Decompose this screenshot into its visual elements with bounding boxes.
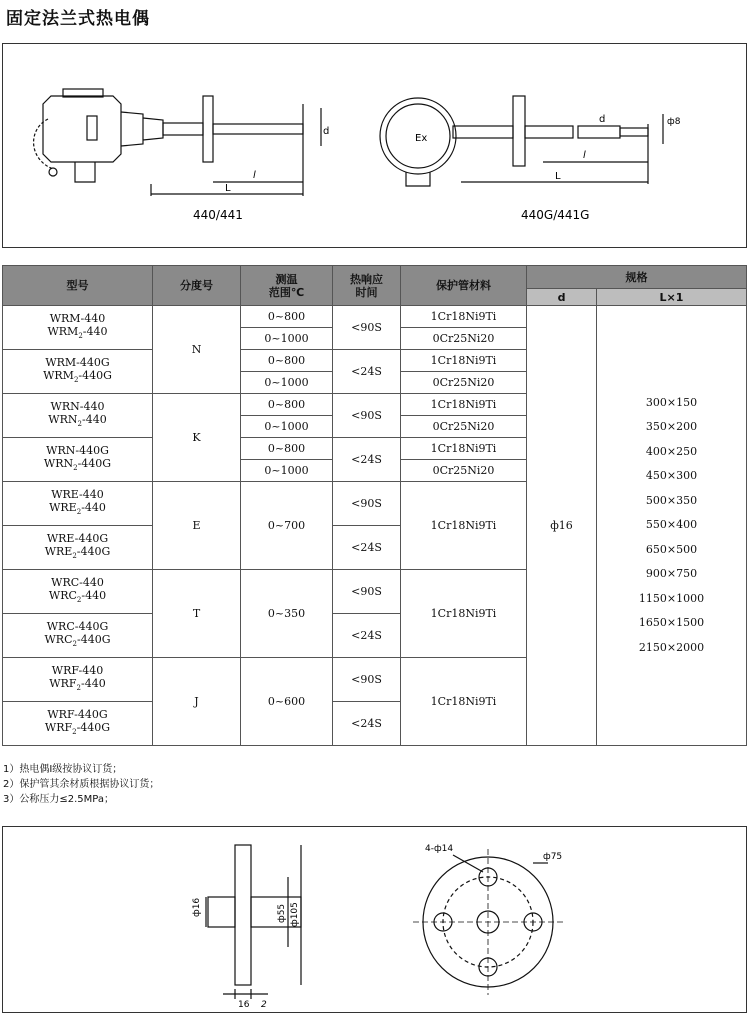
note-2: 2）保护管其余材质根据协议订货；	[3, 779, 160, 790]
material-cell: 1Cr18Ni9Ti	[401, 306, 527, 328]
model-cell: WRN-440G $WRN_2-440G$	[3, 438, 153, 482]
response-cell: <90S	[333, 570, 401, 614]
dim-phi8: ф8	[667, 117, 681, 127]
material-cell: 1Cr18Ni9Ti	[401, 482, 527, 570]
range-cell: 0~350	[241, 570, 333, 658]
page-title: 固定法兰式热电偶	[6, 9, 150, 29]
model-cell: WRM-440G $WRM_2-440G$	[3, 350, 153, 394]
thermocouple-drawing	[3, 44, 746, 247]
material-cell: 1Cr18Ni9Ti	[401, 394, 527, 416]
range-cell: 0~1000	[241, 460, 333, 482]
material-cell: 0Cr25Ni20	[401, 372, 527, 394]
spec-lx1-item: 1650×1500	[638, 616, 705, 630]
dim-2: 2	[261, 1000, 267, 1010]
model-cell: WRF-440 $WRF_2-440$	[3, 658, 153, 702]
caption-440g-441g: 440G/441G	[521, 208, 590, 222]
material-cell: 0Cr25Ni20	[401, 328, 527, 350]
flange-drawing-panel	[2, 826, 747, 1013]
model-cell: WRC-440 $WRC_2-440$	[3, 570, 153, 614]
note-1: 1）热电偶I级按协议订货；	[3, 764, 123, 775]
spec-lx1-item: 550×400	[645, 518, 698, 532]
dim-phi16: ф16	[192, 897, 202, 917]
response-cell: <90S	[333, 482, 401, 526]
dim-d-right: d	[599, 114, 606, 125]
header-grade: 分度号	[153, 266, 241, 306]
flange-drawing	[3, 827, 746, 1012]
thermocouple-drawing-panel	[2, 43, 747, 248]
table-row	[3, 306, 747, 328]
header-spec-d: d	[527, 289, 597, 306]
material-cell: 0Cr25Ni20	[401, 416, 527, 438]
spec-lx1-item: 2150×2000	[638, 640, 705, 654]
spec-table	[2, 265, 747, 746]
spec-lx1-cell	[597, 306, 747, 746]
dim-l-right: l	[583, 150, 586, 161]
grade-cell: E	[153, 482, 241, 570]
model-cell: WRE-440 $WRE_2-440$	[3, 482, 153, 526]
response-cell: <24S	[333, 702, 401, 746]
range-cell: 0~1000	[241, 372, 333, 394]
note-3: 3）公称压力≤2.5MPa；	[3, 794, 114, 805]
response-cell: <90S	[333, 394, 401, 438]
dim-holes: 4-ф14	[425, 844, 454, 854]
dim-phi55: ф55	[277, 903, 287, 923]
header-material: 保护管材料	[401, 266, 527, 306]
dim-L-left: L	[225, 183, 231, 194]
spec-lx1-list	[597, 391, 746, 661]
dim-d-left: d	[323, 126, 330, 137]
grade-cell: T	[153, 570, 241, 658]
response-cell: <90S	[333, 658, 401, 702]
spec-d-cell: ф16	[527, 306, 597, 746]
range-cell: 0~1000	[241, 416, 333, 438]
dim-phi105: ф105	[290, 902, 300, 927]
model-cell: WRM-440 $WRM_2-440$	[3, 306, 153, 350]
response-cell: <24S	[333, 350, 401, 394]
header-range: 测温 范围℃	[241, 266, 333, 306]
spec-lx1-item: 300×150	[645, 395, 698, 409]
range-cell: 0~1000	[241, 328, 333, 350]
ex-label: Ex	[415, 133, 428, 144]
spec-lx1-item: 500×350	[645, 493, 698, 507]
range-cell: 0~800	[241, 394, 333, 416]
range-cell: 0~800	[241, 438, 333, 460]
spec-lx1-item: 400×250	[645, 444, 698, 458]
material-cell: 1Cr18Ni9Ti	[401, 350, 527, 372]
spec-lx1-item: 350×200	[645, 420, 698, 434]
response-cell: <24S	[333, 614, 401, 658]
material-cell: 1Cr18Ni9Ti	[401, 570, 527, 658]
grade-cell: J	[153, 658, 241, 746]
response-cell: <90S	[333, 306, 401, 350]
dim-l-left: l	[253, 170, 256, 181]
model-cell: WRE-440G $WRE_2-440G$	[3, 526, 153, 570]
range-cell: 0~800	[241, 350, 333, 372]
header-response: 热响应 时间	[333, 266, 401, 306]
material-cell: 1Cr18Ni9Ti	[401, 658, 527, 746]
dim-phi75: ф75	[543, 852, 563, 862]
material-cell: 0Cr25Ni20	[401, 460, 527, 482]
header-spec-lx1: L×1	[597, 289, 747, 306]
dim-16: 16	[238, 1000, 250, 1010]
range-cell: 0~800	[241, 306, 333, 328]
notes	[3, 762, 159, 807]
material-cell: 1Cr18Ni9Ti	[401, 438, 527, 460]
spec-lx1-item: 450×300	[645, 469, 698, 483]
model-cell: WRC-440G $WRC_2-440G$	[3, 614, 153, 658]
spec-lx1-item: 1150×1000	[638, 591, 705, 605]
grade-cell: K	[153, 394, 241, 482]
dim-L-right: L	[555, 171, 561, 182]
response-cell: <24S	[333, 438, 401, 482]
header-spec: 规格	[527, 266, 747, 289]
response-cell: <24S	[333, 526, 401, 570]
grade-cell: N	[153, 306, 241, 394]
model-cell: WRF-440G $WRF_2-440G$	[3, 702, 153, 746]
range-cell: 0~700	[241, 482, 333, 570]
spec-lx1-item: 650×500	[645, 542, 698, 556]
range-cell: 0~600	[241, 658, 333, 746]
spec-lx1-item: 900×750	[645, 567, 698, 581]
header-model: 型号	[3, 266, 153, 306]
model-cell: WRN-440 $WRN_2-440$	[3, 394, 153, 438]
caption-440-441: 440/441	[193, 208, 243, 222]
